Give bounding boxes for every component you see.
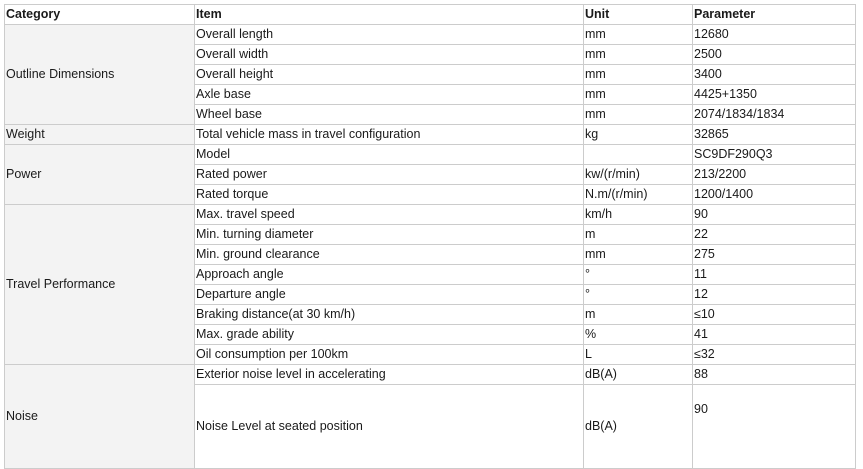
item-cell: Model (195, 145, 584, 165)
param-cell: SC9DF290Q3 (693, 145, 856, 165)
param-cell: 32865 (693, 125, 856, 145)
param-cell: 275 (693, 245, 856, 265)
unit-cell: L (584, 345, 693, 365)
param-cell: 41 (693, 325, 856, 345)
param-cell: 4425+1350 (693, 85, 856, 105)
item-cell: Overall length (195, 25, 584, 45)
item-cell: Total vehicle mass in travel configuration (195, 125, 584, 145)
unit-cell: mm (584, 65, 693, 85)
item-cell: Axle base (195, 85, 584, 105)
unit-cell: kg (584, 125, 693, 145)
unit-cell: mm (584, 85, 693, 105)
item-cell: Overall width (195, 45, 584, 65)
item-cell: Min. turning diameter (195, 225, 584, 245)
table-row (5, 125, 856, 145)
header-category: Category (5, 5, 195, 25)
param-cell: ≤32 (693, 345, 856, 365)
unit-cell: % (584, 325, 693, 345)
item-cell: Max. grade ability (195, 325, 584, 345)
item-cell: Wheel base (195, 105, 584, 125)
unit-cell: mm (584, 105, 693, 125)
param-cell: 3400 (693, 65, 856, 85)
param-cell: ≤10 (693, 305, 856, 325)
param-cell: 1200/1400 (693, 185, 856, 205)
param-cell: 213/2200 (693, 165, 856, 185)
category-cell: Power (5, 145, 195, 205)
table-row (5, 25, 856, 45)
param-cell: 90 (693, 385, 856, 469)
unit-cell: dB(A) (584, 365, 693, 385)
item-cell: Overall height (195, 65, 584, 85)
item-cell: Exterior noise level in accelerating (195, 365, 584, 385)
param-cell: 2074/1834/1834 (693, 105, 856, 125)
unit-cell: km/h (584, 205, 693, 225)
item-cell: Braking distance(at 30 km/h) (195, 305, 584, 325)
table-row (5, 145, 856, 165)
unit-cell: mm (584, 45, 693, 65)
item-cell: Min. ground clearance (195, 245, 584, 265)
category-cell: Noise (5, 365, 195, 469)
category-cell: Travel Performance (5, 205, 195, 365)
unit-cell: m (584, 305, 693, 325)
item-cell: Rated torque (195, 185, 584, 205)
param-cell: 12 (693, 285, 856, 305)
item-cell: Oil consumption per 100km (195, 345, 584, 365)
unit-cell (584, 145, 693, 165)
unit-cell: kw/(r/min) (584, 165, 693, 185)
unit-cell: mm (584, 25, 693, 45)
item-cell: Max. travel speed (195, 205, 584, 225)
param-cell: 2500 (693, 45, 856, 65)
item-cell: Approach angle (195, 265, 584, 285)
header-unit: Unit (584, 5, 693, 25)
param-cell: 11 (693, 265, 856, 285)
param-cell: 12680 (693, 25, 856, 45)
header-row (5, 5, 856, 25)
param-cell: 88 (693, 365, 856, 385)
unit-cell: ° (584, 285, 693, 305)
category-cell: Weight (5, 125, 195, 145)
header-item: Item (195, 5, 584, 25)
param-cell: 22 (693, 225, 856, 245)
unit-cell: dB(A) (584, 385, 693, 469)
item-cell: Rated power (195, 165, 584, 185)
unit-cell: ° (584, 265, 693, 285)
unit-cell: mm (584, 245, 693, 265)
category-cell: Outline Dimensions (5, 25, 195, 125)
unit-cell: m (584, 225, 693, 245)
item-cell: Departure angle (195, 285, 584, 305)
spec-table (4, 4, 856, 469)
table-row (5, 205, 856, 225)
header-parameter: Parameter (693, 5, 856, 25)
param-cell: 90 (693, 205, 856, 225)
unit-cell: N.m/(r/min) (584, 185, 693, 205)
item-cell: Noise Level at seated position (195, 385, 584, 469)
table-row (5, 365, 856, 385)
